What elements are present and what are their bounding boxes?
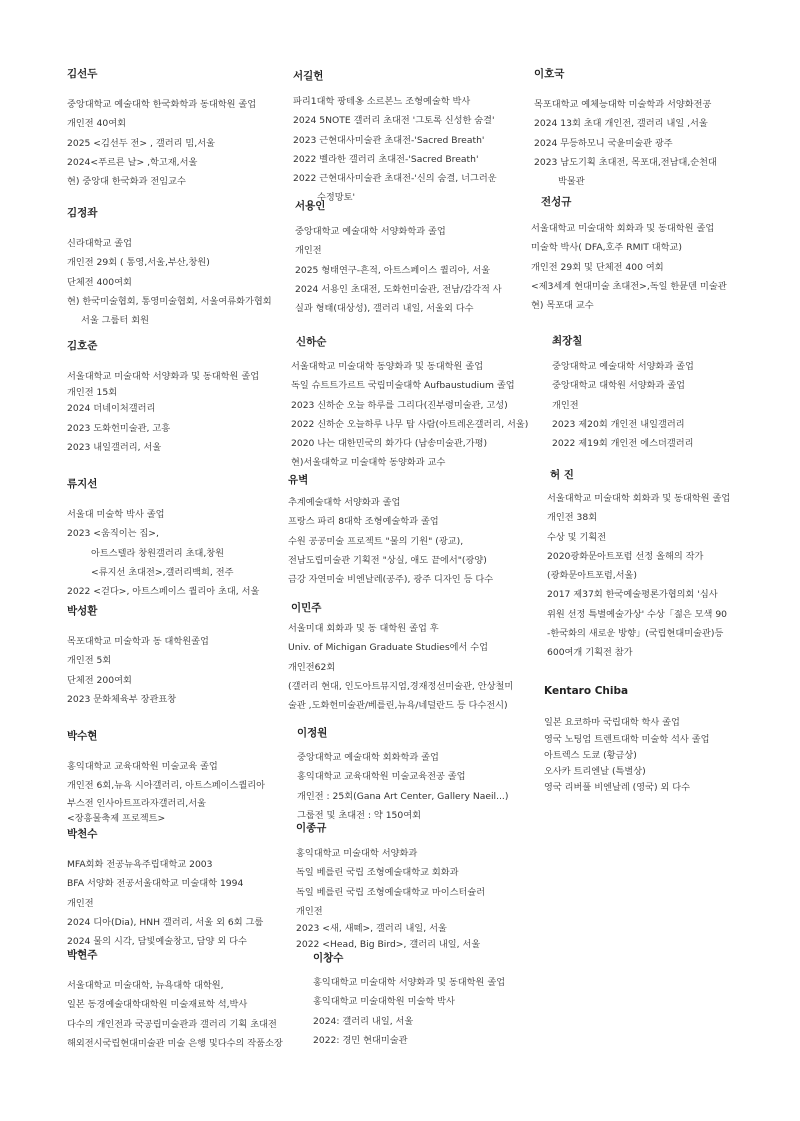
artist-name: 서길헌	[293, 70, 324, 82]
bio-line: 단체전 400여회	[67, 276, 132, 288]
artist-bio-seo-gilheon	[293, 68, 497, 208]
bio-line: 실과 형태(대상성), 갤러리 내일, 서울외 다수	[295, 303, 474, 315]
bio-line: 오사카 트리엔날 (특별상)	[544, 766, 646, 778]
artist-bio-kim-jeongjwa	[67, 205, 272, 330]
bio-line: 개인전 : 25회(Gana Art Center, Gallery Naeil...)	[297, 790, 509, 802]
bio-line: 아트렉스 도쿄 (황금상)	[544, 750, 637, 762]
bio-line: 목포대학교 미술학과 동 대학원졸업	[67, 636, 209, 647]
bio-line: 개인전 40여회	[67, 118, 126, 130]
artist-name: 최장칠	[552, 335, 583, 347]
bio-line: 중앙대학교 예술대학 한국화학과 동대학원 졸업	[67, 99, 257, 110]
bio-line: 2022 근현대사미술관 초대전-'신의 숨결, 너그러운	[293, 173, 497, 185]
artist-name: 김정좌	[67, 207, 98, 219]
bio-line: 수상 및 기획전	[547, 531, 607, 543]
bio-line: 서울대학교 미술대학 서양화과 및 동대학원 졸업	[67, 371, 260, 382]
artist-name: 이정원	[297, 727, 328, 739]
bio-line: (갤러리 현대, 인도아트뮤지엄,경재정선미술관, 안상철미	[288, 680, 514, 692]
bio-line: 추계예술대학 서양화과 졸업	[288, 497, 401, 508]
bio-line: 2024 무등하모니 국윤미술관 광주	[534, 137, 673, 149]
bio-line: 개인전 6회,뉴욕 시아갤러리, 아트스페이스퀄리아	[67, 780, 265, 792]
bio-line: 2022 <걷다>, 아트스페이스 퀄리아 초대, 서울	[67, 586, 260, 598]
artist-bio-lee-minju	[288, 600, 513, 715]
bio-line: BFA 서양화 전공서울대학교 미술대학 1994	[67, 878, 244, 890]
artist-name: 박현주	[67, 949, 98, 961]
artist-bio-heo-jin	[547, 467, 730, 663]
bio-line: 개인전	[296, 905, 323, 917]
bio-line: 개인전 29회 ( 통영,서울,부산,창원)	[67, 257, 210, 269]
bio-line: 2023 <움직이는 집>,	[67, 528, 159, 540]
artist-bio-ryu-jiseon	[67, 476, 259, 601]
artist-bio-jeon-seonggyu	[531, 194, 727, 315]
bio-line: 중앙대학교 예술대학 회화학과 졸업	[297, 752, 439, 763]
bio-line: 개인전 5회	[67, 655, 112, 667]
artist-bio-kim-seondu	[67, 66, 256, 191]
bio-line: 중앙대학교 대학원 서양화과 졸업	[552, 380, 686, 392]
bio-line: 서울대학교 미술대학, 뉴욕대학 대학원,	[67, 980, 224, 991]
bio-line: 현)서울대학교 미술대학 동양화과 교수	[291, 457, 446, 469]
bio-line: 개인전62회	[288, 661, 336, 673]
artist-name: 박성환	[67, 605, 98, 617]
artist-bio-lee-changsu	[313, 950, 505, 1050]
bio-line: 현) 목포대 교수	[531, 300, 594, 312]
artist-bio-shin-hasun	[291, 334, 528, 473]
bio-line: 2020 나는 대한민국의 화가다 (남송미술관,가평)	[291, 438, 488, 450]
bio-line: 서울 그룹터 회원	[81, 315, 149, 327]
bio-line: 개인전	[552, 399, 579, 411]
bio-line: 2023 신하순 오늘 하루를 그리다(진부령미술관, 고성)	[291, 399, 508, 411]
bio-line: 2017 제37회 한국예술평론가협의회 '심사	[547, 589, 718, 601]
bio-line: <제3세계 현대미술 초대전>,독일 한뮨덴 미술관	[531, 280, 727, 292]
bio-line: 개인전	[295, 245, 322, 257]
bio-line: 프랑스 파리 8대학 조형예술학과 졸업	[288, 516, 439, 528]
bio-line: 아트스텔라 창원갤러리 초대,창원	[91, 547, 225, 559]
bio-line: 해외전시국립현대미술관 미술 은행 및다수의 작품소장	[67, 1037, 283, 1049]
bio-line: 2024: 갤러리 내일, 서울	[313, 1015, 414, 1027]
artist-name: 서용인	[295, 200, 326, 212]
artist-name: 신하순	[296, 336, 327, 348]
bio-line: MFA회화 전공뉴욕주립대학교 2003	[67, 859, 213, 870]
artist-name: 유벽	[288, 474, 309, 486]
bio-line: 2024<푸르른 날> ,학고재,서울	[67, 156, 198, 168]
artist-bio-yubyeok	[288, 472, 493, 589]
bio-line: 술관 ,도화헌미술관/베를린,뉴욕/네덜란드 등 다수전시)	[288, 700, 508, 712]
artist-name: 김호준	[67, 340, 98, 352]
bio-line: 홍익대학교 미술대학원 미술학 박사	[313, 996, 455, 1008]
bio-line: <류지선 초대전>,갤러리백희, 전주	[91, 566, 234, 578]
bio-line: 홍익대학교 미술대학 서양화과 및 동대학원 졸업	[313, 977, 506, 988]
bio-line: 2022 제19회 개인전 에스더갤러리	[552, 438, 694, 450]
bio-line: 파리1대학 팡테옹 소르본느 조형예술학 박사	[293, 96, 471, 107]
bio-line: 독일 베를린 국립 조형예술대학교 회화과	[296, 867, 459, 879]
artist-bio-lee-jonggyu	[296, 820, 485, 953]
bio-line: 개인전	[67, 897, 94, 909]
artist-bio-park-hyeonju	[67, 947, 283, 1053]
bio-line: 현) 중앙대 한국화과 전임교수	[67, 176, 186, 188]
bio-line: 그룹전 및 초대전 : 약 150여회	[297, 809, 421, 821]
bio-line: 2023 도화헌미술관, 고흥	[67, 422, 171, 434]
artist-bio-lee-hoguk	[534, 66, 717, 191]
bio-line: 박물관	[558, 176, 585, 188]
bio-line: 서울대학교 미술대학 회화과 및 동대학원 졸업	[531, 223, 715, 234]
bio-line: 목포대학교 예체능대학 미술학과 서양화전공	[534, 99, 712, 110]
artist-name: 이창수	[313, 952, 344, 964]
artist-name: 김선두	[67, 68, 98, 80]
bio-line: 영국 리버풀 비엔날레 (영국) 외 다수	[544, 782, 691, 794]
bio-line: 홍익대학교 미술대학 서양화과	[296, 848, 418, 859]
artist-bio-park-seonghwan	[67, 603, 209, 709]
bio-line: 2024 13회 초대 개인전, 갤러리 내일 ,서울	[534, 118, 708, 130]
bio-line: 2023 근현대사미술관 초대전-'Sacred Breath'	[293, 134, 485, 146]
bio-line: 부스전 인사아트프라자갤러리,서울	[67, 797, 206, 809]
bio-line: 600여개 기획전 참가	[547, 647, 633, 659]
bio-line: 2023 문화체육부 장관표창	[67, 693, 177, 705]
artist-name: 허 진	[550, 469, 574, 481]
artist-name: 이호국	[534, 68, 565, 80]
artist-name: 박수현	[67, 730, 98, 742]
bio-line: 서울대학교 미술대학 회화과 및 동대학원 졸업	[547, 493, 731, 504]
bio-line: 금강 자연미술 비엔날레(공주), 광주 디자인 등 다수	[288, 574, 494, 586]
bio-line: 일본 동경예술대학대학원 미술재료학 석,박사	[67, 999, 248, 1011]
bio-line: 신라대학교 졸업	[67, 238, 133, 249]
bio-line: 독일 슈트트가르트 국립미술대학 Aufbaustudium 졸업	[291, 380, 515, 392]
artist-name: 이종규	[296, 822, 327, 834]
artist-bio-lee-jeongwon	[297, 725, 508, 825]
artist-name: 전성규	[541, 196, 572, 208]
bio-line: 2023 <새, 새떼>, 갤러리 내일, 서울	[296, 923, 447, 935]
bio-line: 단체전 200여회	[67, 674, 132, 686]
bio-line: 2024 더네이처갤러리	[67, 403, 156, 415]
artist-bio-kim-hojun	[67, 338, 259, 457]
bio-line: 미술학 박사( DFA,호주 RMIT 대학교)	[531, 242, 682, 254]
bio-line: Univ. of Michigan Graduate Studies에서 수업	[288, 642, 489, 654]
artist-name: 류지선	[67, 478, 98, 490]
bio-line: 일본 요코하마 국립대학 학사 졸업	[544, 717, 680, 728]
bio-line: 개인전 15회	[67, 387, 118, 399]
bio-line: 2024 5NOTE 갤러리 초대전 '그토록 신성한 숨결'	[293, 115, 495, 127]
bio-line: 서울대 미술학 박사 졸업	[67, 509, 165, 520]
artist-bio-choi-jangchil	[552, 333, 694, 453]
bio-line: 개인전 29회 및 단체전 400 여회	[531, 261, 664, 273]
bio-line: -한국화의 새로운 방향」(국립현대미술관)등	[547, 628, 724, 640]
bio-line: 홍익대학교 교육대학원 미술교육 졸업	[67, 761, 218, 772]
bio-line: 2024 서용인 초대전, 도화헌미술관, 전남/감각적 사	[295, 283, 502, 295]
bio-line: 2024 물의 시각, 담빛예술창고, 담양 외 다수	[67, 936, 247, 948]
artist-name: Kentaro Chiba	[544, 685, 629, 697]
artist-name: 박천수	[67, 828, 98, 840]
bio-line: 2023 제20회 개인전 내일갤러리	[552, 418, 685, 430]
bio-line: 현) 한국미술협회, 통영미술협회, 서울여류화가협회	[67, 295, 272, 307]
bio-line: (광화문아트포럼,서울)	[547, 570, 637, 582]
bio-line: 서울대학교 미술대학 동양화과 및 동대학원 졸업	[291, 361, 484, 372]
bio-line: 수원 공공미술 프로젝트 "물의 기원" (광교),	[288, 535, 464, 547]
bio-line: 2022 <Head, Big Bird>, 갤러리 내일, 서울	[296, 939, 481, 951]
bio-line: 2022: 경민 현대미술관	[313, 1034, 408, 1046]
bio-line: 개인전 38회	[547, 512, 598, 524]
bio-line: 영국 노팅엄 트렌트대학 미술학 석사 졸업	[544, 734, 710, 746]
bio-line: 서울미대 회화과 및 동 대학원 졸업 후	[288, 623, 439, 634]
bio-line: 수정망토'	[317, 192, 356, 204]
bio-line: 2025 형태연구-흔적, 아트스페이스 퀄리아, 서울	[295, 264, 491, 276]
bio-line: 홍익대학교 교육대학원 미술교육전공 졸업	[297, 771, 466, 783]
bio-line: 중앙대학교 예술대학 서양화학과 졸업	[295, 226, 446, 237]
bio-line: 2022 신하순 오늘하루 나무 탑 사람(아트레온갤러리, 서울)	[291, 418, 529, 430]
bio-line: 다수의 개인전과 국공립미술관과 갤러리 기획 초대전	[67, 1018, 277, 1030]
artist-name: 이민주	[291, 602, 322, 614]
bio-line: 2025 <김선두 전> , 갤러리 밈,서울	[67, 137, 215, 149]
bio-line: 2022 벨라한 갤러리 초대전-'Sacred Breath'	[293, 153, 479, 165]
artist-bio-seo-yongin	[295, 198, 502, 318]
bio-line: 위원 선정 특별예술가상' 수상「젊은 모색 90	[547, 608, 728, 620]
artist-bio-park-cheonsu	[67, 826, 263, 951]
bio-line: 중앙대학교 예술대학 서양화과 졸업	[552, 361, 694, 372]
bio-line: 독일 베를린 국립 조형예술대학교 마이스터슐러	[296, 886, 486, 898]
artist-bio-kentaro-chiba	[544, 685, 709, 796]
bio-line: 전남도립미술관 기획전 "상실, 애도 끝에서"(광양)	[288, 554, 487, 566]
bio-line: 2023 남도기획 초대전, 목포대,전남대,순천대	[534, 156, 717, 168]
bio-line: 2023 내일갤러리, 서울	[67, 441, 162, 453]
bio-line: 2024 디아(Dia), HNH 갤러리, 서울 외 6회 그룹	[67, 916, 264, 928]
bio-line: 2020광화문아트포럼 선정 올해의 작가	[547, 550, 704, 562]
artist-bio-park-suhyeon	[67, 728, 265, 826]
bio-line: <장흥물축제 프로젝트>	[67, 812, 166, 824]
